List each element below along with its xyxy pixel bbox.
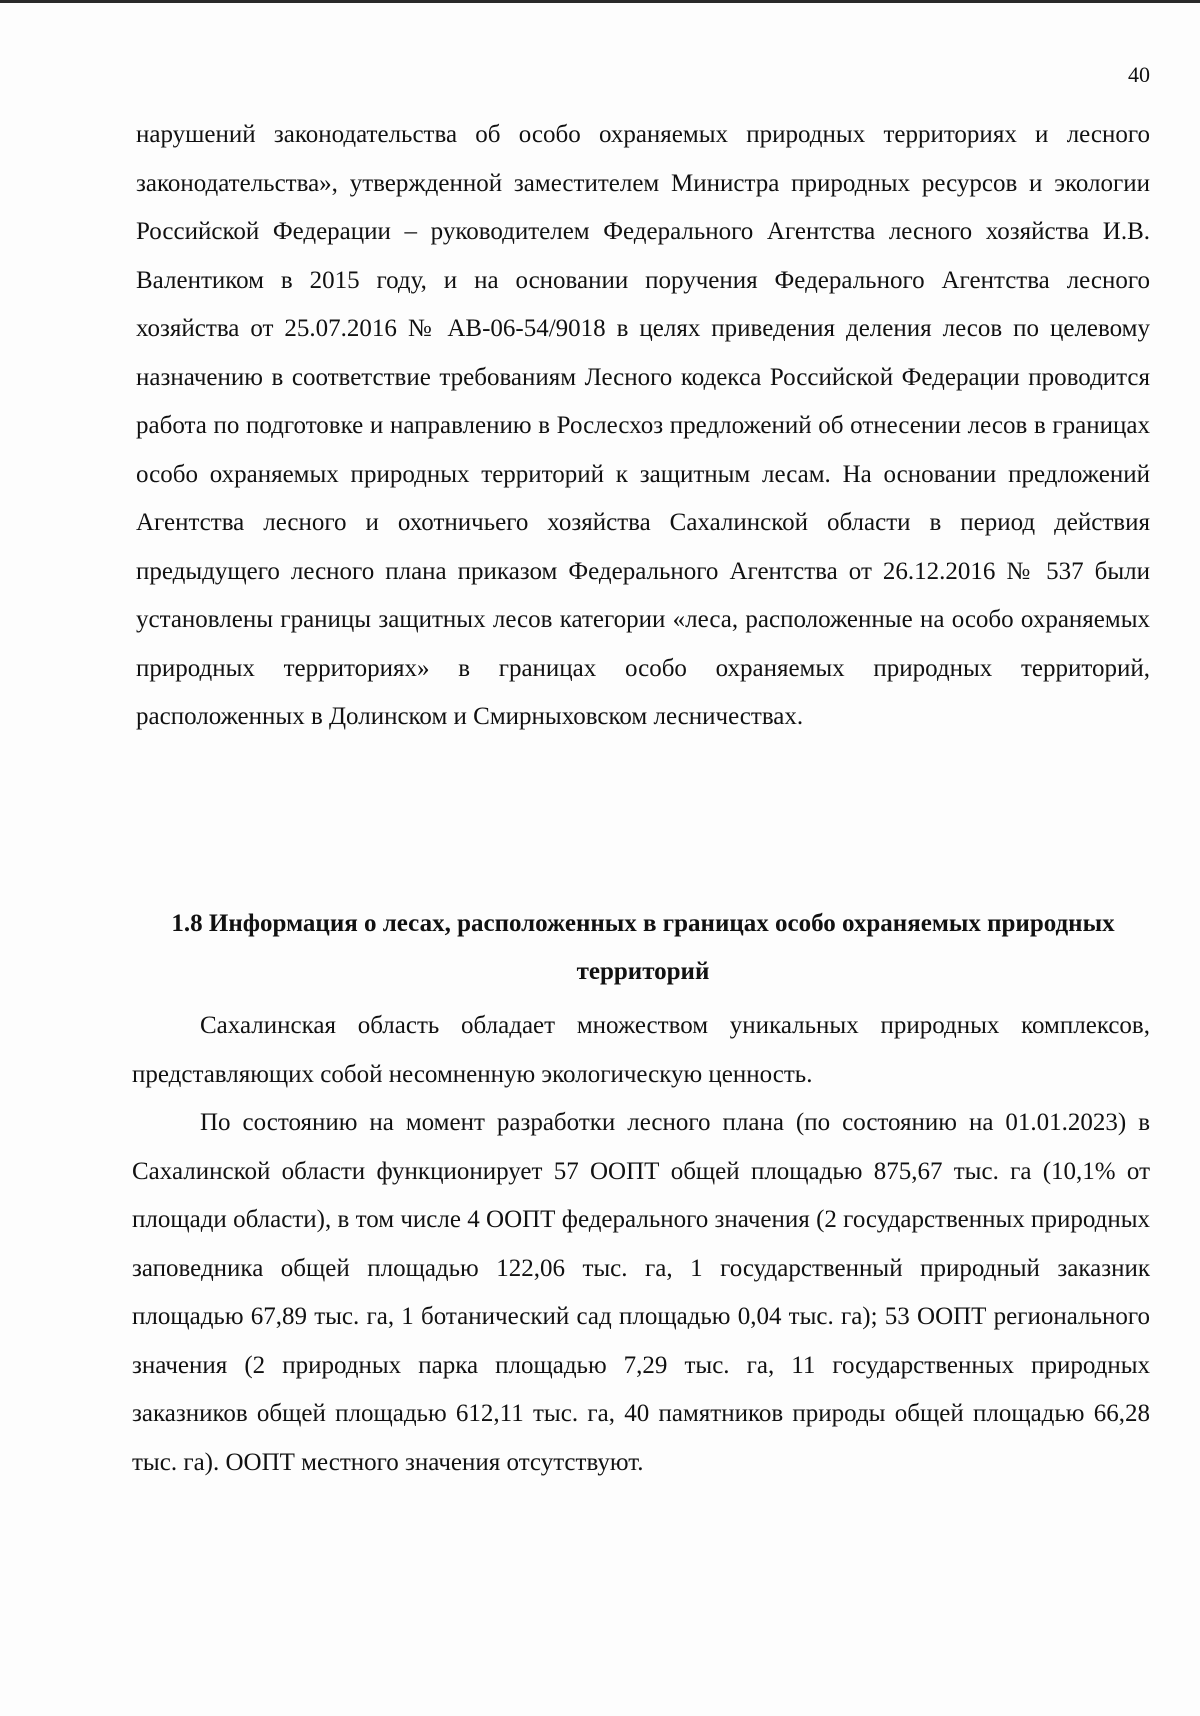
section-heading: 1.8 Информация о лесах, расположенных в границах особо охраняемых природных территорий: [171, 910, 1115, 985]
body-paragraph: нарушений законодательства об особо охраняемых природных территориях и лесного законодательства», утвержденной заместителем Министра природных ресурсов и экологии Российской Федерации – руководителем Федерального Агентства лесного хозяйства И.В. Валентиком в 2015 году, и на основании поручения Федерального Агентства лесного хозяйства от 25.07.2016 № АВ-06-54/9018 в целях приведения деления лесов по целевому назначению в соответствие требованиям Лесного кодекса Российской Федерации проводится работа по подготовке и направлению в Рослесхоз предложений об отнесении лесов в границах особо охраняемых природных территорий к защитным лесам. На основании предложений Агентства лесного и охотничьего хозяйства Сахалинской области в период действия предыдущего лесного плана приказом Федерального Агентства от 26.12.2016 № 537 были установлены границы защитных лесов категории «леса, расположенные на особо охраняемых природных территориях» в границах особо охраняемых природных территорий, расположенных в Долинском и Смирныховском лесничествах.: [136, 121, 1150, 730]
body-paragraph: По состоянию на момент разработки лесного плана (по состоянию на 01.01.2023) в Сахалинской области функционирует 57 ООПТ общей площадью 875,67 тыс. га (10,1% от площади области), в том числе 4 ООПТ федерального значения (2 государственных природных заповедника общей площадью 122,06 тыс. га, 1 государственный природный заказник площадью 67,89 тыс. га, 1 ботанический сад площадью 0,04 тыс. га); 53 ООПТ регионального значения (2 природных парка площадью 7,29 тыс. га, 11 государственных природных заказников общей площадью 612,11 тыс. га, 40 памятников природы общей площадью 66,28 тыс. га). ООПТ местного значения отсутствуют.: [132, 1109, 1150, 1476]
page-number: 40: [1128, 62, 1150, 87]
scan-edge-line: [0, 0, 1200, 3]
body-paragraph: Сахалинская область обладает множеством уникальных природных комплексов, представляющих собой несомненную экологическую ценность.: [132, 1012, 1150, 1088]
